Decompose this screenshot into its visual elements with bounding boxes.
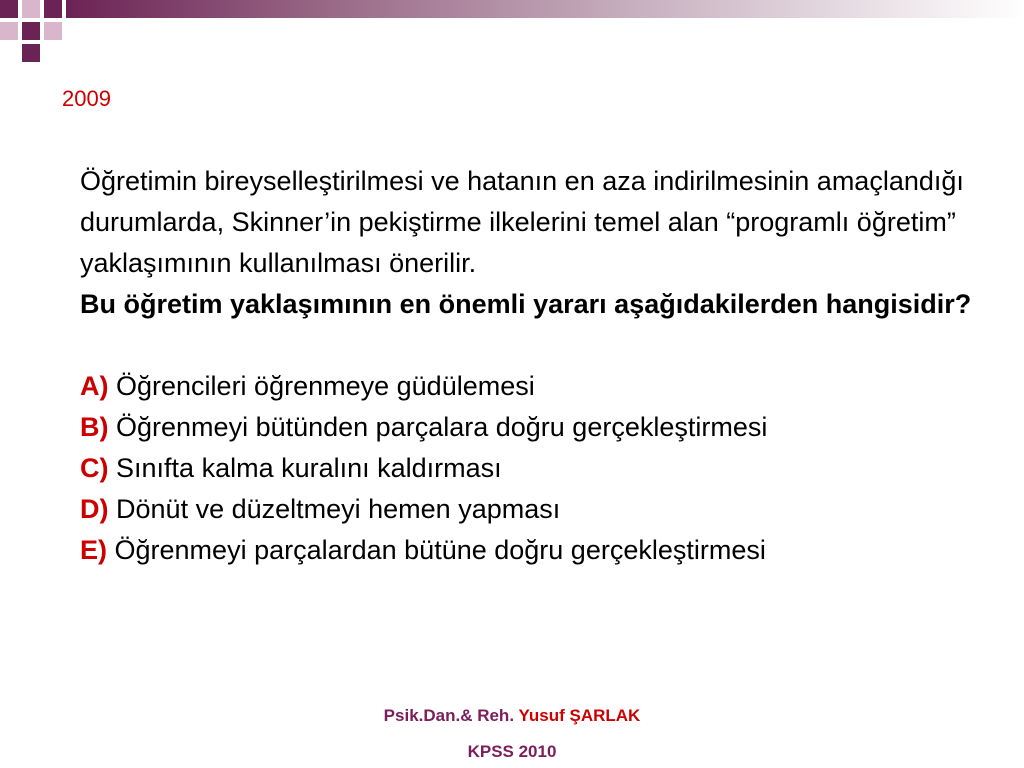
option-text: Öğrencileri öğrenmeye güdülemesi (116, 371, 535, 401)
option-letter: B) (80, 412, 109, 442)
decor-square (22, 44, 40, 62)
decor-square (44, 22, 62, 40)
decor-square (22, 0, 40, 18)
question-stem: Öğretimin bireyselleştirilmesi ve hatanın en aza indirilmesinin amaçlandığı durumlarda, Skinner’in pekiştirme ilkelerini temel alan “programlı öğretim” yaklaşımının kullanılması önerilir. (80, 166, 964, 278)
option-b (80, 407, 980, 448)
question-body (80, 161, 980, 571)
footer-exam: KPSS 2010 (467, 742, 557, 761)
option-a (80, 366, 980, 407)
option-text: Öğrenmeyi parçalardan bütüne doğru gerçekleştirmesi (114, 535, 766, 565)
option-text: Sınıfta kalma kuralını kaldırması (116, 453, 502, 483)
credit-author: Yusuf ŞARLAK (518, 706, 641, 725)
option-c (80, 448, 980, 489)
option-text: Öğrenmeyi bütünden parçalara doğru gerçekleştirmesi (116, 412, 768, 442)
option-letter: C) (80, 453, 109, 483)
option-letter: D) (80, 494, 109, 524)
option-letter: A) (80, 371, 109, 401)
spacer (80, 325, 980, 366)
credit-prefix: Psik.Dan.& Reh. (383, 706, 515, 725)
option-text: Dönüt ve düzeltmeyi hemen yapması (116, 494, 561, 524)
year-label: 2009 (62, 86, 111, 111)
question-prompt: Bu öğretim yaklaşımının en önemli yararı aşağıdakilerden hangisidir? (80, 289, 972, 319)
decor-square (0, 22, 18, 40)
decor-square (0, 0, 18, 18)
option-d (80, 489, 980, 530)
decor-square (44, 0, 62, 18)
decor-square (22, 22, 40, 40)
option-letter: E) (80, 535, 107, 565)
option-e (80, 530, 980, 571)
footer-credit (0, 706, 1024, 726)
header-gradient-band (66, 0, 1024, 18)
